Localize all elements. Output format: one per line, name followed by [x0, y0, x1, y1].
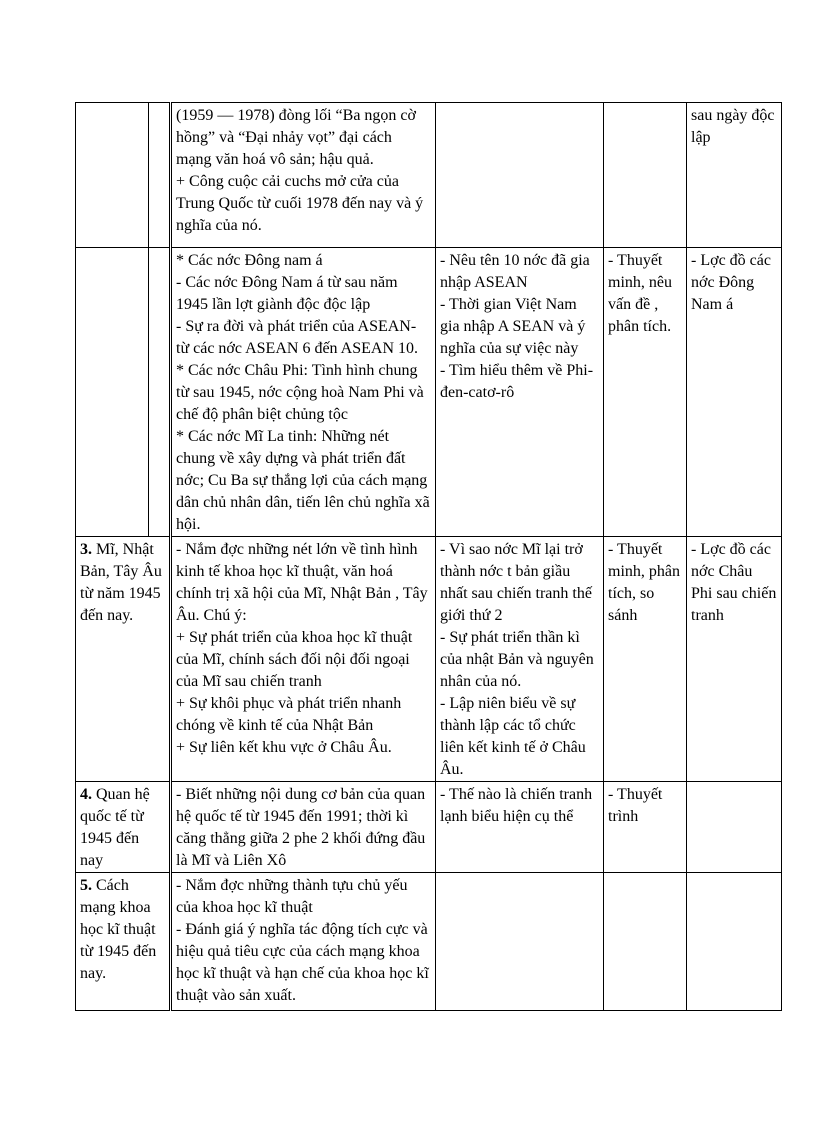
spacer-cell	[149, 103, 171, 248]
materials-cell: - Lợc đồ các nớc Châu Phi sau chiến tranh	[687, 537, 782, 782]
method-cell: - Thuyết minh, nêu vấn đề , phân tích.	[604, 248, 687, 537]
questions-cell	[436, 873, 604, 1011]
spacer-cell	[149, 248, 171, 537]
table-row	[76, 537, 782, 782]
content-cell: - Nắm đợc những thành tựu chủ yếu của khoa học kĩ thuật - Đánh giá ý nghĩa tác động tích cực và hiệu quả tiêu cực của cách mạng khoa học kĩ thuật và hạn chế của khoa học kĩ thuật vào sản xuất.	[171, 873, 436, 1011]
materials-cell: sau ngày độc lập	[687, 103, 782, 248]
content-cell: * Các nớc Đông nam á - Các nớc Đông Nam á từ sau năm 1945 lần lợt giành độc độc lập - Sự ra đời và phát triển của ASEAN- từ các nớc ASEAN 6 đến ASEAN 10. * Các nớc Châu Phi: Tình hình chung từ sau 1945, nớc cộng hoà Nam Phi và chế độ phân biệt chủng tộc * Các nớc Mĩ La tinh: Những nét chung về xây dựng và phát triển đất nớc; Cu Ba sự thắng lợi của cách mạng dân chủ nhân dân, tiến lên chủ nghĩa xã hội.	[171, 248, 436, 537]
questions-cell: - Vì sao nớc Mĩ lại trở thành nớc t bản giầu nhất sau chiến tranh thế giới thứ 2 - Sự phát triển thần kì của nhật Bản và nguyên nhân của nó. - Lập niên biểu về sự thành lập các tổ chức liên kết kinh tế ở Châu Âu.	[436, 537, 604, 782]
method-cell: - Thuyết minh, phân tích, so sánh	[604, 537, 687, 782]
materials-cell: - Lợc đồ các nớc Đông Nam á	[687, 248, 782, 537]
table-row	[76, 103, 782, 248]
table-row	[76, 873, 782, 1011]
content-cell: - Biết những nội dung cơ bản của quan hệ quốc tế từ 1945 đến 1991; thời kì căng thẳng giữa 2 phe 2 khối đứng đầu là Mĩ và Liên Xô	[171, 782, 436, 873]
questions-cell: - Thế nào là chiến tranh lạnh biểu hiện cụ thể	[436, 782, 604, 873]
content-cell: (1959 — 1978) đòng lối “Ba ngọn cờ hồng” và “Đại nhảy vọt” đại cách mạng văn hoá vô sản; hậu quả. + Công cuộc cải cuchs mở cửa của Trung Quốc từ cuối 1978 đến nay và ý nghĩa của nó.	[171, 103, 436, 248]
materials-cell	[687, 873, 782, 1011]
topic-cell: 5. Cách mạng khoa học kĩ thuật từ 1945 đến nay.	[76, 873, 171, 1011]
table-row	[76, 782, 782, 873]
questions-cell: - Nêu tên 10 nớc đã gia nhập ASEAN - Thời gian Việt Nam gia nhập A SEAN và ý nghĩa của sự việc này - Tìm hiểu thêm về Phi-đen-catơ-rô	[436, 248, 604, 537]
topic-cell	[76, 103, 149, 248]
topic-cell: 4. Quan hệ quốc tế từ 1945 đến nay	[76, 782, 171, 873]
method-cell	[604, 103, 687, 248]
method-cell: - Thuyết trình	[604, 782, 687, 873]
topic-cell	[76, 248, 149, 537]
materials-cell	[687, 782, 782, 873]
questions-cell	[436, 103, 604, 248]
content-cell: - Nắm đợc những nét lớn về tình hình kinh tế khoa học kĩ thuật, văn hoá chính trị xã hội của Mĩ, Nhật Bản , Tây Âu. Chú ý: + Sự phát triển của khoa học kĩ thuật của Mĩ, chính sách đối nội đối ngoại của Mĩ sau chiến tranh + Sự khôi phục và phát triển nhanh chóng về kinh tế của Nhật Bản + Sự liên kết khu vực ở Châu Âu.	[171, 537, 436, 782]
topic-cell: 3. Mĩ, Nhật Bản, Tây Âu từ năm 1945 đến nay.	[76, 537, 171, 782]
method-cell	[604, 873, 687, 1011]
lesson-plan-table	[75, 102, 782, 1011]
table-row	[76, 248, 782, 537]
